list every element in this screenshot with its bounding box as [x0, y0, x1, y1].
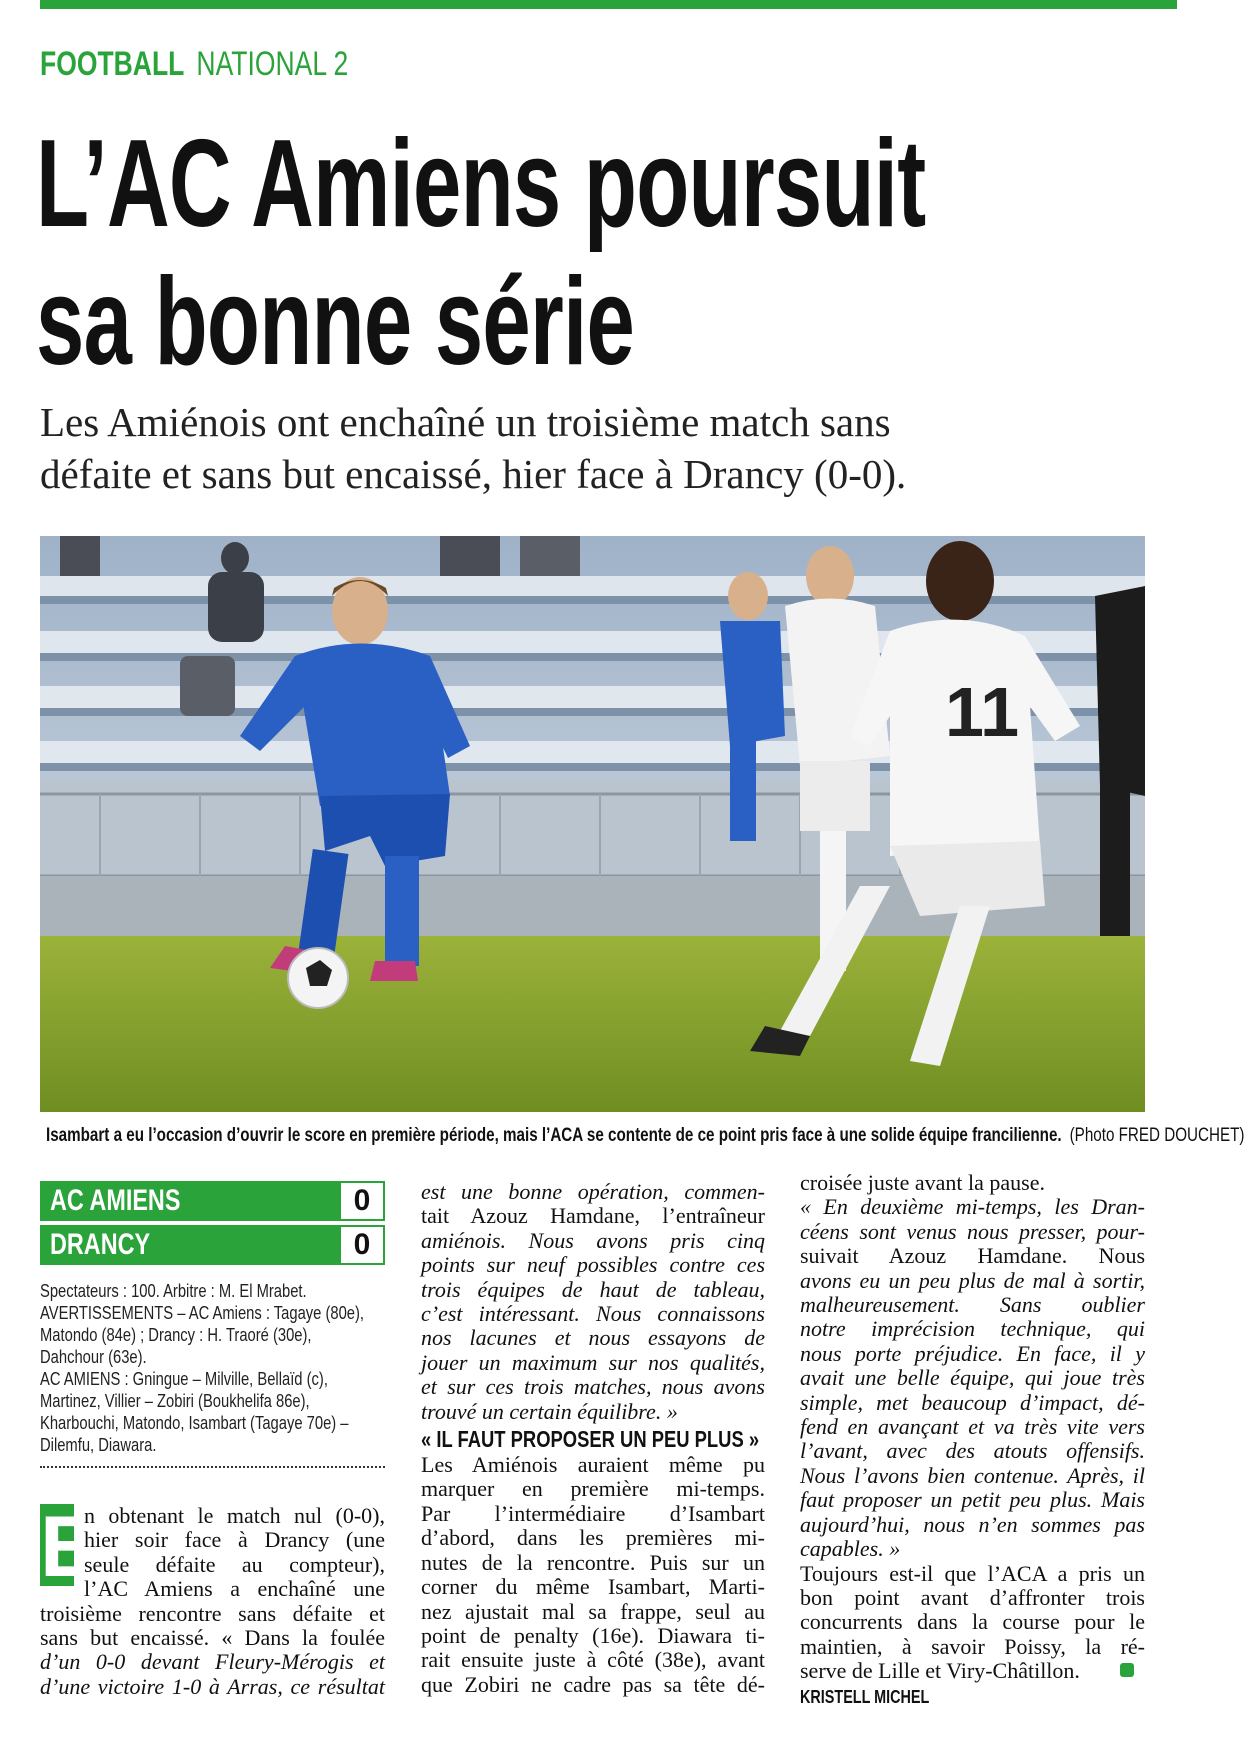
- score-row-home: [40, 1181, 385, 1221]
- text-line: sans but encaissé. « Dans la foulée: [40, 1625, 385, 1651]
- text-line: trouvé un certain équilibre. »: [421, 1398, 678, 1424]
- photo-caption: [46, 1122, 1244, 1150]
- text-line: malheureusement. Sans oublier: [800, 1292, 1145, 1318]
- end-of-article-square-icon: [1120, 1663, 1134, 1677]
- fact-line: Dahchour (63e).: [40, 1347, 147, 1367]
- photo-credit: (Photo FRED DOUCHET): [1069, 1125, 1244, 1146]
- shirt-number: 11: [945, 673, 1019, 751]
- score-row-away: [40, 1225, 385, 1265]
- article-headline: [36, 115, 946, 391]
- article-column-2: [421, 1180, 765, 1697]
- text-line: d’une victoire 1-0 à Arras, ce résultat: [40, 1673, 385, 1699]
- text-line: nez ajustait mal sa frappe, seul au: [421, 1598, 765, 1624]
- text-line: bon point avant d’affronter trois: [800, 1584, 1145, 1610]
- article-column-1: [40, 1499, 385, 1699]
- article-standfirst: [40, 396, 1100, 500]
- text-line: avait une belle équipe, qui joue très: [800, 1365, 1145, 1391]
- fact-line: AVERTISSEMENTS – AC Amiens : Tagaye (80e),: [40, 1303, 365, 1323]
- top-accent-bar: [40, 0, 1177, 9]
- fact-line: Martinez, Villier – Zobiri (Boukhelifa 86e),: [40, 1391, 310, 1411]
- text-line: point de penalty (16e). Diawara ti-: [421, 1622, 765, 1648]
- text-line: Les Amiénois auraient même pu: [421, 1452, 765, 1478]
- section-kicker: [40, 42, 348, 86]
- scoreboard: [40, 1181, 385, 1269]
- text-line: nos lacunes et nous essayons de: [421, 1325, 765, 1351]
- text-line: Par l’intermédiaire d’Isambart: [421, 1500, 765, 1526]
- home-team-name: AC AMIENS: [50, 1184, 181, 1217]
- fact-line: Dilemfu, Diawara.: [40, 1435, 157, 1455]
- text-line: trois équipes de haut de tableau,: [421, 1276, 765, 1302]
- text-line: maintien, à savoir Poissy, la ré-: [800, 1633, 1145, 1659]
- text-line: faut proposer un petit peu plus. Mais: [800, 1487, 1145, 1513]
- article-subhead: « IL FAUT PROPOSER UN PEU PLUS »: [421, 1426, 760, 1453]
- text-line: fend en avançant et va très vite vers: [800, 1414, 1145, 1440]
- text-line: simple, met beaucoup d’impact, dé-: [800, 1389, 1145, 1415]
- text-line: nous porte préjudice. En face, il y: [800, 1340, 1145, 1366]
- away-team-score: 0: [341, 1227, 383, 1263]
- away-team-name: DRANCY: [50, 1228, 151, 1261]
- text-line: que Zobiri ne cadre pas sa tête dé-: [421, 1671, 765, 1697]
- author-byline: KRISTELL MICHEL: [800, 1687, 930, 1707]
- headline-line-1: L’AC Amiens poursuit: [36, 115, 926, 253]
- standfirst-line-2: défaite et sans but encaissé, hier face à Drancy (0-0).: [40, 451, 907, 497]
- text-line: tait Azouz Hamdane, l’entraîneur: [421, 1203, 765, 1229]
- headline-line-2: sa bonne série: [36, 253, 635, 391]
- text-line: rait ensuite juste à côté (38e), avant: [421, 1647, 765, 1673]
- drop-cap: E: [40, 1499, 98, 1595]
- text-line: n obtenant le match nul (0-0),: [84, 1503, 385, 1528]
- text-line: l’avant, avec des atouts offensifs.: [800, 1438, 1145, 1464]
- text-line: céens sont venus nous presser, pour-: [800, 1218, 1145, 1244]
- text-line: aujourd’hui, nous n’en sommes pas: [800, 1511, 1145, 1537]
- text-line: est une bonne opération, commen-: [421, 1179, 765, 1204]
- text-line: nutes de la rencontre. Puis sur un: [421, 1549, 765, 1575]
- match-facts: [40, 1280, 384, 1456]
- text-line: corner du même Isambart, Marti-: [421, 1574, 765, 1600]
- text-line: « En deuxième mi-temps, les Dran-: [800, 1194, 1145, 1220]
- text-line: jouer un maximum sur nos qualités,: [421, 1349, 765, 1375]
- fact-line: Matondo (84e) ; Drancy : H. Traoré (30e),: [40, 1325, 312, 1345]
- text-line: suivait Azouz Hamdane. Nous: [800, 1243, 1145, 1269]
- caption-text: Isambart a eu l’occasion d’ouvrir le score en première période, mais l’ACA se contente de ce point pris face à une solide équipe francilienne.: [46, 1125, 1062, 1146]
- text-line: amiénois. Nous avons pris cinq: [421, 1227, 765, 1253]
- text-line: Nous l’avons bien contenue. Après, il: [800, 1462, 1145, 1488]
- text-line: croisée juste avant la pause.: [800, 1170, 1045, 1195]
- text-line: d’un 0-0 devant Fleury-Mérogis et: [40, 1649, 385, 1675]
- standfirst-line-1: Les Amiénois ont enchaîné un troisième match sans: [40, 399, 891, 445]
- text-line: serve de Lille et Viry-Châtillon.: [800, 1658, 1080, 1684]
- fact-line: Kharbouchi, Matondo, Isambart (Tagaye 70e) –: [40, 1413, 349, 1433]
- kicker-league: NATIONAL 2: [196, 45, 349, 83]
- text-line: d’abord, dans les premières mi-: [421, 1525, 765, 1551]
- text-line: concurrents dans la course pour le: [800, 1609, 1145, 1635]
- text-line: notre imprécision technique, qui: [800, 1316, 1145, 1342]
- text-line: troisième rencontre sans défaite et: [40, 1600, 385, 1626]
- fact-line: AC AMIENS : Gningue – Milville, Bellaïd (c),: [40, 1369, 328, 1389]
- dotted-separator: [40, 1466, 385, 1468]
- text-line: hier soir face à Drancy (une: [84, 1527, 385, 1553]
- text-line: capables. »: [800, 1536, 901, 1562]
- text-line: points sur neuf possibles contre ces: [421, 1252, 765, 1278]
- text-line: avons eu un peu plus de mal à sortir,: [800, 1267, 1145, 1293]
- text-line: Toujours est-il que l’ACA a pris un: [800, 1560, 1145, 1586]
- match-photo: [40, 536, 1145, 1112]
- text-line: seule défaite au compteur),: [84, 1551, 385, 1577]
- text-line: marquer en première mi-temps.: [421, 1476, 765, 1502]
- text-line: l’AC Amiens a enchaîné une: [84, 1576, 385, 1602]
- fact-line: Spectateurs : 100. Arbitre : M. El Mrabet.: [40, 1281, 307, 1301]
- text-line: c’est intéressant. Nous connaissons: [421, 1301, 765, 1327]
- home-team-score: 0: [341, 1183, 383, 1219]
- text-line: et sur ces trois matches, nous avons: [421, 1374, 765, 1400]
- kicker-section: FOOTBALL: [40, 45, 185, 83]
- article-column-3: [800, 1171, 1145, 1684]
- match-photo-illustration: [40, 536, 1145, 1112]
